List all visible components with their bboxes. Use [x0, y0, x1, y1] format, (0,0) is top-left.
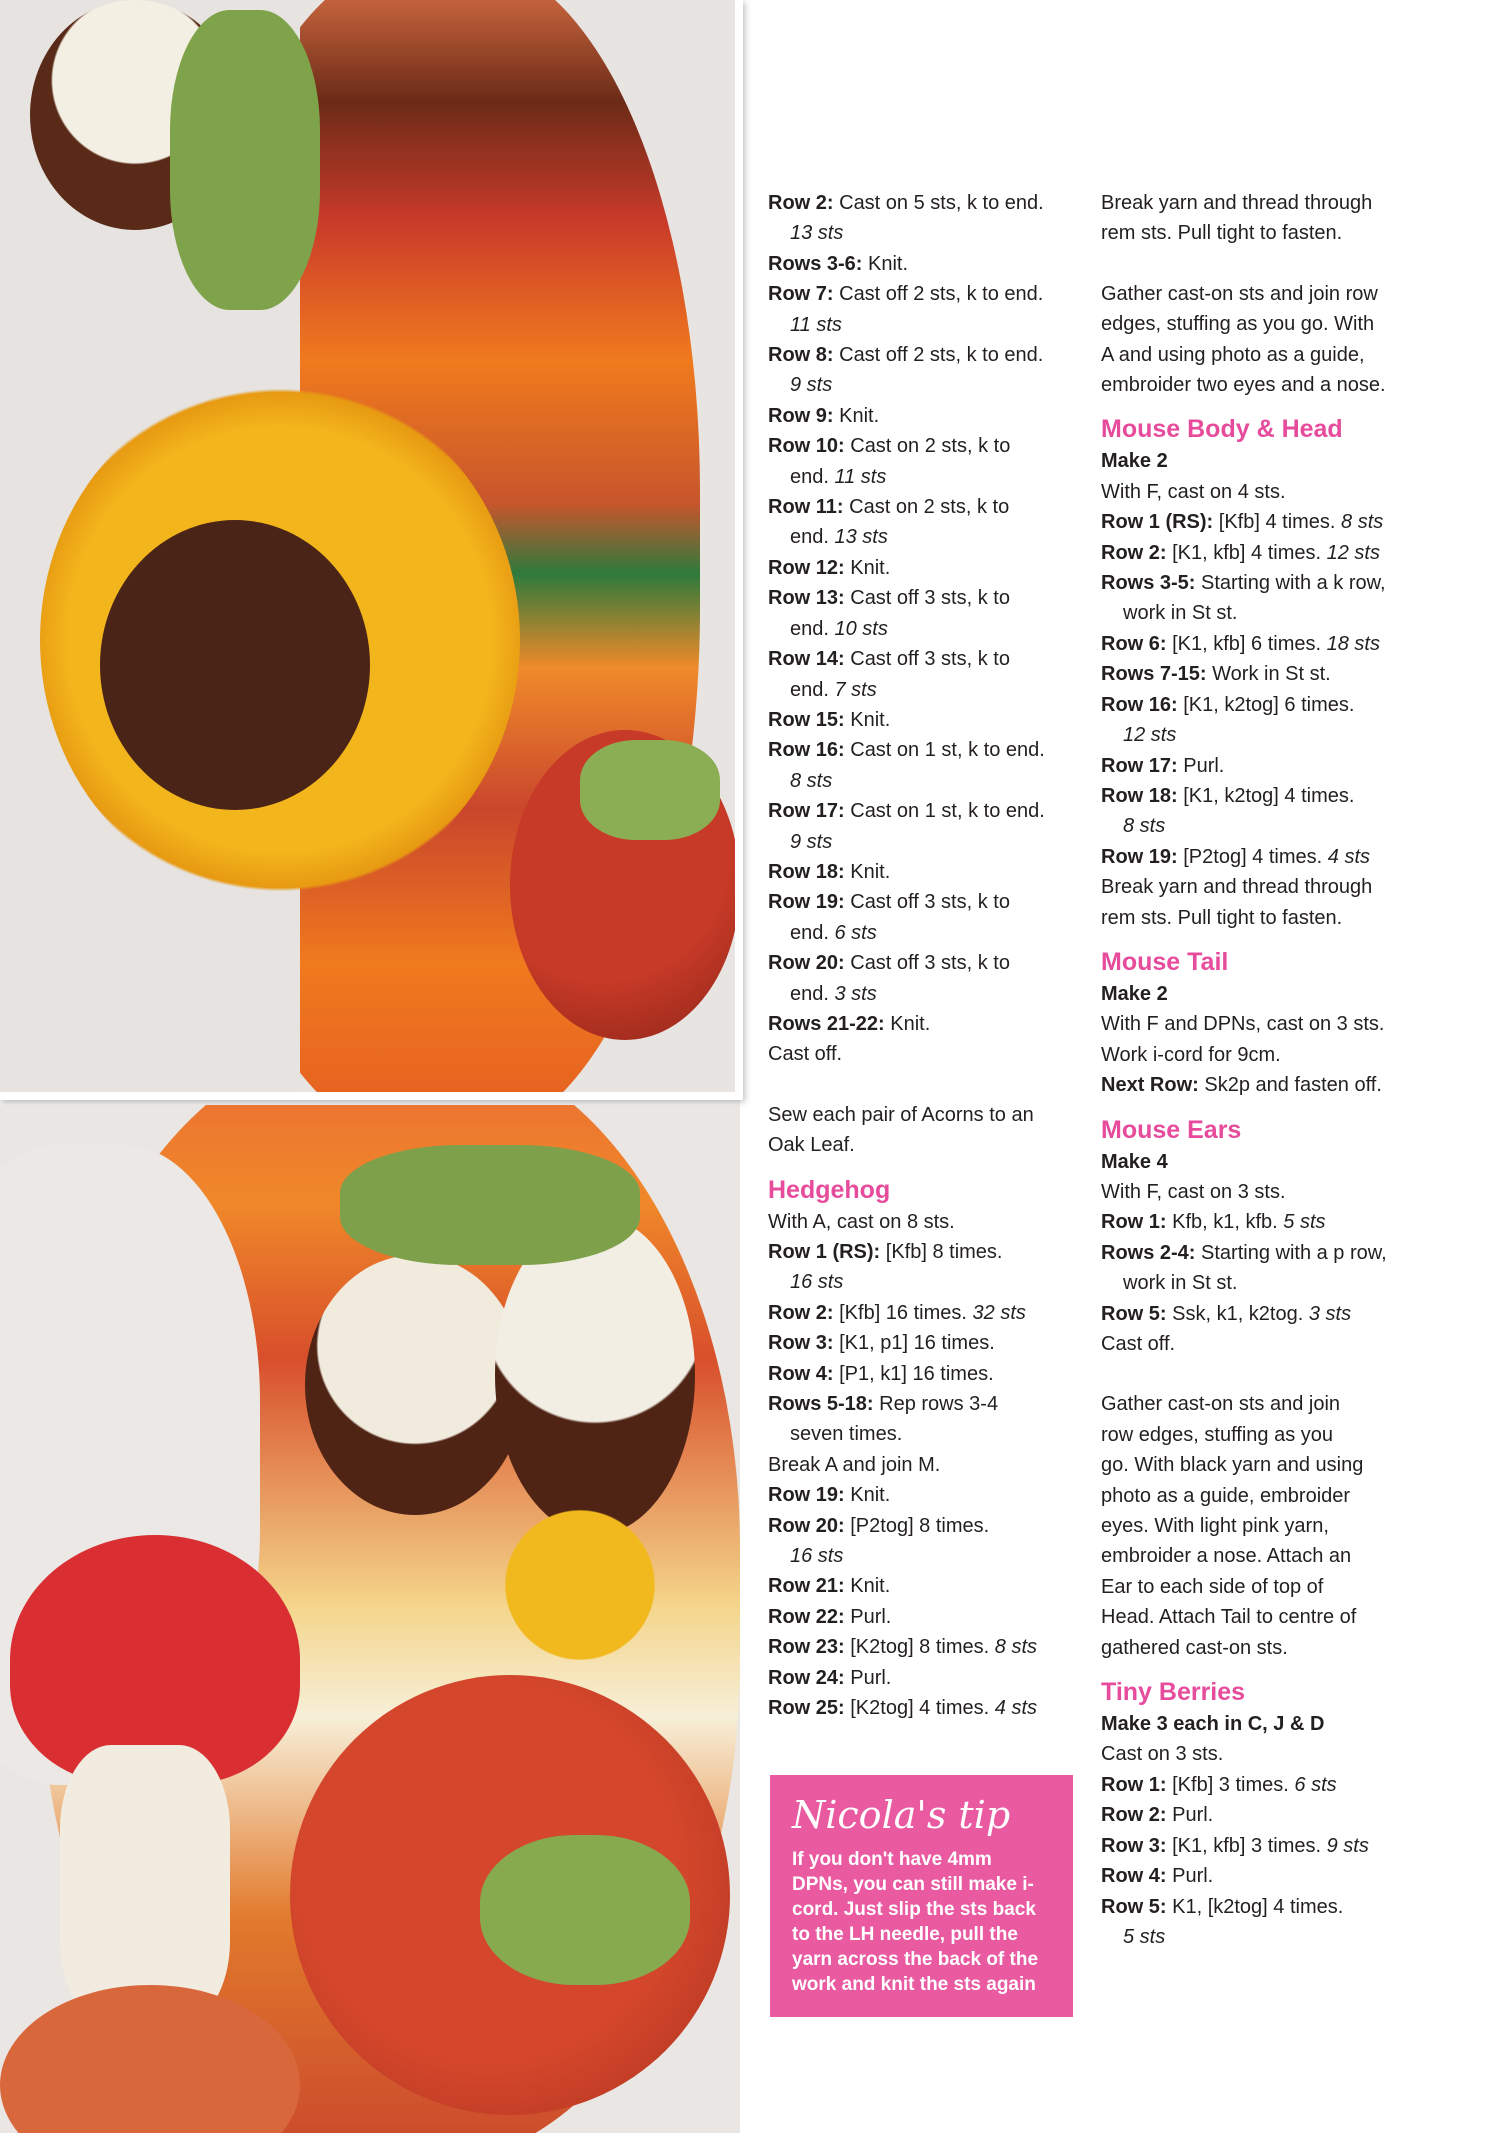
stitch-count: 9 sts — [790, 374, 833, 397]
row-text: [K2tog] 8 times. — [844, 1636, 995, 1659]
row-label: Row 23: — [768, 1636, 845, 1659]
tip-text: If you don't have 4mm DPNs, you can still make i-cord. Just slip the sts back to the LH needle, pull the yarn across the back of the work and knit the sts again — [792, 1849, 1039, 1995]
row-label: Row 2: — [768, 1301, 834, 1324]
instruction-line — [768, 766, 1090, 796]
row-text: Cast off 2 sts, k to end. — [833, 344, 1044, 367]
stitch-count: 9 sts — [1326, 1834, 1369, 1857]
instruction-line — [768, 827, 1090, 857]
instruction-line — [1101, 811, 1421, 841]
row-label: Rows 5-18: — [768, 1393, 874, 1416]
row-label: Row 2: — [1101, 1804, 1167, 1827]
row-label: Row 15: — [768, 708, 845, 731]
instruction-line — [768, 218, 1090, 248]
instruction-line — [768, 1207, 1090, 1237]
instruction-line — [768, 462, 1090, 492]
instruction-line — [1101, 1572, 1421, 1602]
row-label: Row 5: — [1101, 1302, 1167, 1325]
instruction-line — [1101, 279, 1421, 309]
stitch-count: 12 sts — [1326, 541, 1380, 564]
pattern-column-right — [1101, 188, 1421, 1952]
stitch-count: 10 sts — [834, 617, 888, 640]
row-text: Cast off 3 sts, k to — [844, 891, 1010, 914]
oak-leaf-bottom — [340, 1145, 640, 1265]
row-text: go. With black yarn and using — [1101, 1454, 1364, 1477]
instruction-line — [768, 553, 1090, 583]
instruction-line — [768, 249, 1090, 279]
row-text: Head. Attach Tail to centre of — [1101, 1606, 1357, 1629]
row-label: Row 4: — [768, 1362, 834, 1385]
row-text: Knit. — [844, 556, 891, 579]
instruction-line — [1101, 1299, 1421, 1329]
pumpkin-leaf-bottom — [480, 1835, 690, 1985]
stitch-count: 6 sts — [834, 921, 877, 944]
row-text: Gather cast-on sts and join row — [1101, 282, 1378, 305]
row-text: edges, stuffing as you go. With — [1101, 313, 1375, 336]
row-text: Knit. — [884, 1012, 931, 1035]
stitch-count: 7 sts — [834, 678, 877, 701]
row-label: Row 14: — [768, 648, 845, 671]
row-text: [Kfb] 3 times. — [1166, 1773, 1295, 1796]
instruction-line — [1101, 1541, 1421, 1571]
row-text: Purl. — [844, 1666, 892, 1689]
row-text: Oak Leaf. — [768, 1134, 855, 1157]
row-label: Make 2 — [1101, 982, 1168, 1005]
row-label: Row 7: — [768, 283, 834, 306]
row-label: Row 2: — [768, 192, 834, 214]
row-label: Row 1: — [1101, 1211, 1167, 1234]
row-label: Row 4: — [1101, 1865, 1167, 1888]
row-text: Knit. — [844, 1484, 891, 1507]
instruction-line — [768, 1602, 1090, 1632]
row-text: Cast on 2 sts, k to — [844, 435, 1011, 458]
oak-leaf-top — [170, 10, 320, 310]
stitch-count: 3 sts — [1308, 1302, 1352, 1325]
wreath-photo-top — [0, 0, 743, 1100]
row-text: rem sts. Pull tight to fasten. — [1101, 906, 1343, 929]
row-label: Row 5: — [1101, 1895, 1167, 1918]
instruction-line — [768, 1039, 1090, 1069]
stitch-count: 8 sts — [994, 1636, 1038, 1659]
section-heading: Mouse Tail — [1101, 947, 1229, 976]
instruction-line — [1101, 309, 1421, 339]
row-text: Sk2p and fasten off. — [1198, 1074, 1382, 1097]
row-label: Row 1 (RS): — [1101, 511, 1214, 534]
instruction-line — [1101, 1602, 1421, 1632]
section-heading: Mouse Ears — [1101, 1115, 1242, 1144]
row-text: Work in St st. — [1206, 663, 1331, 686]
instruction-line — [768, 979, 1090, 1009]
instruction-line — [1101, 1511, 1421, 1541]
row-text: Purl. — [1166, 1865, 1214, 1888]
instruction-line — [1101, 1329, 1421, 1359]
row-label: Row 18: — [768, 860, 845, 883]
row-text: [Kfb] 4 times. — [1213, 511, 1342, 534]
instruction-line — [1101, 340, 1421, 370]
stitch-count: 5 sts — [1123, 1925, 1166, 1948]
instruction-line — [768, 1450, 1090, 1480]
row-text: Starting with a k row, — [1195, 572, 1386, 595]
stitch-count: 8 sts — [1123, 815, 1166, 838]
stitch-count: 3 sts — [834, 982, 877, 1005]
row-label: Row 12: — [768, 556, 845, 579]
row-label: Row 19: — [768, 891, 845, 914]
instruction-line — [1101, 872, 1421, 902]
instruction-line — [768, 492, 1090, 522]
row-label: Row 9: — [768, 404, 834, 427]
row-label: Row 1: — [1101, 1773, 1167, 1796]
instruction-line — [1101, 507, 1421, 537]
row-label: Row 20: — [768, 952, 845, 975]
instruction-line — [1101, 1633, 1421, 1663]
row-text: row edges, stuffing as you — [1101, 1423, 1333, 1446]
instruction-line — [1101, 477, 1421, 507]
instruction-line — [768, 1237, 1090, 1267]
row-text: Purl. — [1177, 754, 1225, 777]
stitch-count: 11 sts — [834, 465, 887, 488]
stitch-count: 18 sts — [1326, 632, 1380, 655]
instruction-line — [1101, 568, 1421, 598]
row-text: With F, cast on 4 sts. — [1101, 480, 1286, 503]
row-label: Row 19: — [1101, 845, 1178, 868]
row-text: [K1, k2tog] 6 times. — [1177, 693, 1355, 716]
instruction-line — [768, 1389, 1090, 1419]
row-text: work in St st. — [1123, 602, 1238, 625]
row-text: With F, cast on 3 sts. — [1101, 1180, 1286, 1203]
instruction-line — [1101, 1147, 1421, 1177]
instruction-line — [768, 614, 1090, 644]
stitch-count: 12 sts — [1123, 724, 1177, 747]
row-text: end. — [790, 617, 835, 640]
row-text: photo as a guide, embroider — [1101, 1484, 1351, 1507]
instruction-line — [1101, 538, 1421, 568]
row-label: Row 6: — [1101, 632, 1167, 655]
row-text: Knit. — [862, 252, 909, 275]
instruction-line — [768, 796, 1090, 826]
row-text: gathered cast-on sts. — [1101, 1636, 1288, 1659]
row-label: Row 20: — [768, 1514, 845, 1537]
instruction-line — [768, 1419, 1090, 1449]
instruction-line — [768, 310, 1090, 340]
stitch-count: 9 sts — [790, 830, 833, 853]
row-text: [P2tog] 8 times. — [844, 1514, 990, 1537]
instruction-line — [1101, 1420, 1421, 1450]
stitch-count: 32 sts — [972, 1301, 1026, 1324]
instruction-line — [1101, 446, 1421, 476]
row-text: Cast on 1 st, k to end. — [844, 800, 1045, 823]
row-text: A and using photo as a guide, — [1101, 343, 1365, 366]
section-heading: Mouse Body & Head — [1101, 415, 1343, 444]
row-text: Cast off. — [1101, 1333, 1176, 1355]
instruction-line — [1101, 1770, 1421, 1800]
row-text: Sew each pair of Acorns to an — [768, 1103, 1034, 1126]
row-text: Knit. — [844, 708, 891, 731]
stitch-count: 16 sts — [790, 1271, 844, 1294]
row-text: Ssk, k1, k2tog. — [1166, 1302, 1309, 1325]
instruction-line — [1101, 1238, 1421, 1268]
row-text: With F and DPNs, cast on 3 sts. — [1101, 1013, 1385, 1036]
instruction-line — [1101, 188, 1421, 218]
row-text: Cast on 3 sts. — [1101, 1743, 1224, 1766]
instruction-line — [1101, 1861, 1421, 1891]
row-text: Purl. — [844, 1605, 892, 1628]
instruction-line — [768, 370, 1090, 400]
row-text: Knit. — [833, 404, 880, 427]
row-text: Work i-cord for 9cm. — [1101, 1043, 1281, 1066]
row-text: Knit. — [844, 860, 891, 883]
row-label: Row 22: — [768, 1605, 845, 1628]
instruction-line — [1101, 690, 1421, 720]
instruction-line — [1101, 1709, 1421, 1739]
row-text: Kfb, k1, kfb. — [1166, 1211, 1284, 1234]
instruction-line — [768, 1571, 1090, 1601]
row-label: Row 24: — [768, 1666, 845, 1689]
instruction-line — [1101, 370, 1421, 400]
row-text: Cast off 3 sts, k to — [844, 587, 1010, 610]
row-text: seven times. — [790, 1423, 903, 1446]
row-label: Make 2 — [1101, 450, 1168, 473]
instruction-line — [1101, 751, 1421, 781]
row-text: Cast on 2 sts, k to — [843, 496, 1010, 519]
instruction-line — [768, 644, 1090, 674]
instruction-line — [1101, 1207, 1421, 1237]
instruction-line — [1101, 1268, 1421, 1298]
row-text: Break A and join M. — [768, 1453, 941, 1476]
row-text: Break yarn and thread through — [1101, 876, 1373, 899]
stitch-count: 4 sts — [994, 1697, 1038, 1720]
instruction-line — [1101, 842, 1421, 872]
row-label: Row 8: — [768, 344, 834, 367]
row-label: Row 10: — [768, 435, 845, 458]
row-text: Rep rows 3-4 — [873, 1393, 999, 1416]
row-text: Starting with a p row, — [1195, 1241, 1387, 1264]
row-label: Row 3: — [768, 1332, 834, 1355]
row-label: Row 13: — [768, 587, 845, 610]
row-text: [K1, k2tog] 4 times. — [1177, 784, 1355, 807]
instruction-line — [768, 401, 1090, 431]
acorn-left-bottom — [305, 1255, 525, 1515]
instruction-line — [768, 675, 1090, 705]
row-label: Row 2: — [1101, 541, 1167, 564]
instruction-line — [768, 1663, 1090, 1693]
instruction-line — [1101, 1922, 1421, 1952]
instruction-line — [768, 1328, 1090, 1358]
instruction-line — [1101, 1831, 1421, 1861]
row-text: Cast off 3 sts, k to — [844, 952, 1010, 975]
instruction-line — [1101, 979, 1421, 1009]
row-text: [K1, kfb] 6 times. — [1166, 632, 1327, 655]
yellow-berries — [480, 1495, 680, 1675]
row-label: Row 25: — [768, 1697, 845, 1720]
row-text: embroider two eyes and a nose. — [1101, 374, 1386, 397]
instruction-line — [768, 735, 1090, 765]
row-label: Row 18: — [1101, 784, 1178, 807]
row-text: embroider a nose. Attach an — [1101, 1545, 1352, 1568]
row-text: Cast on 5 sts, k to end. — [833, 192, 1044, 214]
instruction-line — [768, 431, 1090, 461]
pattern-column-left — [768, 188, 1090, 1724]
instruction-line — [1101, 1892, 1421, 1922]
row-label: Row 3: — [1101, 1834, 1167, 1857]
instruction-line — [1101, 629, 1421, 659]
instruction-line — [768, 1480, 1090, 1510]
instruction-line — [768, 857, 1090, 887]
instruction-line — [768, 705, 1090, 735]
row-label: Rows 2-4: — [1101, 1241, 1196, 1264]
instruction-line — [768, 948, 1090, 978]
instruction-line — [1101, 218, 1421, 248]
section-heading: Hedgehog — [768, 1175, 891, 1204]
section-heading: Tiny Berries — [1101, 1678, 1246, 1707]
row-label: Rows 3-5: — [1101, 572, 1196, 595]
row-text: Break yarn and thread through — [1101, 192, 1373, 214]
paragraph-gap — [1101, 1359, 1421, 1389]
instruction-line — [1101, 1040, 1421, 1070]
row-text: [K1, p1] 16 times. — [833, 1332, 995, 1355]
row-text: Ear to each side of top of — [1101, 1575, 1324, 1598]
instruction-line — [1101, 1450, 1421, 1480]
instruction-line — [768, 1541, 1090, 1571]
row-text: Gather cast-on sts and join — [1101, 1393, 1341, 1416]
instruction-line — [768, 583, 1090, 613]
row-text: [K1, kfb] 4 times. — [1166, 541, 1327, 564]
instruction-line — [768, 340, 1090, 370]
stitch-count: 13 sts — [790, 222, 844, 245]
stitch-count: 8 sts — [790, 769, 833, 792]
row-text: Knit. — [844, 1575, 891, 1598]
row-text: [K2tog] 4 times. — [844, 1697, 995, 1720]
row-text: Cast off. — [768, 1043, 843, 1066]
stitch-count: 8 sts — [1341, 511, 1384, 534]
row-label: Make 4 — [1101, 1150, 1168, 1173]
pumpkin-leaf-top — [580, 740, 720, 840]
row-label: Row 11: — [768, 496, 844, 519]
stitch-count: 16 sts — [790, 1545, 844, 1568]
row-text: Cast on 1 st, k to end. — [844, 739, 1045, 762]
instruction-line — [768, 1632, 1090, 1662]
row-text: end. — [790, 921, 835, 944]
row-label: Rows 3-6: — [768, 252, 863, 275]
photo-area — [0, 0, 740, 2133]
instruction-line — [768, 887, 1090, 917]
wreath-photo-bottom — [0, 1105, 740, 2133]
row-text: [P1, k1] 16 times. — [833, 1362, 994, 1385]
instruction-line — [1101, 598, 1421, 628]
row-text: end. — [790, 465, 835, 488]
instruction-line — [1101, 1389, 1421, 1419]
row-label: Row 17: — [768, 800, 845, 823]
instruction-line — [1101, 720, 1421, 750]
row-text: [Kfb] 16 times. — [833, 1301, 973, 1324]
paragraph-gap — [1101, 249, 1421, 279]
row-text: [K1, kfb] 3 times. — [1166, 1834, 1327, 1857]
stitch-count: 13 sts — [834, 526, 888, 549]
row-text: Cast off 3 sts, k to — [844, 648, 1010, 671]
row-label: Row 17: — [1101, 754, 1178, 777]
instruction-line — [1101, 1070, 1421, 1100]
row-label: Row 1 (RS): — [768, 1241, 881, 1263]
instruction-line — [1101, 1800, 1421, 1830]
row-text: [Kfb] 8 times. — [880, 1241, 1003, 1263]
row-label: Make 3 each in C, J & D — [1101, 1713, 1325, 1736]
row-label: Row 16: — [768, 739, 845, 762]
row-label: Row 16: — [1101, 693, 1178, 716]
row-text: end. — [790, 526, 835, 549]
toadstool-stem — [60, 1745, 230, 2025]
instruction-line — [768, 1298, 1090, 1328]
instruction-line — [1101, 659, 1421, 689]
stitch-count: 4 sts — [1327, 845, 1371, 868]
row-text: work in St st. — [1123, 1272, 1238, 1295]
stitch-count: 6 sts — [1294, 1773, 1337, 1796]
row-text: rem sts. Pull tight to fasten. — [1101, 222, 1343, 245]
instruction-line — [1101, 1177, 1421, 1207]
instruction-line — [768, 1693, 1090, 1723]
instruction-line — [1101, 781, 1421, 811]
row-label: Rows 7-15: — [1101, 663, 1207, 686]
row-text: K1, [k2tog] 4 times. — [1166, 1895, 1344, 1918]
instruction-line — [768, 1130, 1090, 1160]
instruction-line — [768, 1267, 1090, 1297]
row-text: Purl. — [1166, 1804, 1214, 1827]
instruction-line — [1101, 903, 1421, 933]
instruction-line — [1101, 1481, 1421, 1511]
instruction-line — [1101, 1009, 1421, 1039]
stitch-count: 11 sts — [790, 313, 842, 336]
paragraph-gap — [768, 1070, 1090, 1100]
tip-title: Nicola's tip — [792, 1793, 1011, 1837]
instruction-line — [768, 279, 1090, 309]
row-text: end. — [790, 678, 835, 701]
row-text: Cast off 2 sts, k to end. — [833, 283, 1044, 306]
row-label: Row 21: — [768, 1575, 845, 1598]
row-label: Next Row: — [1101, 1074, 1199, 1097]
instruction-line — [768, 188, 1090, 218]
instruction-line — [768, 918, 1090, 948]
instruction-line — [768, 1511, 1090, 1541]
row-text: end. — [790, 982, 835, 1005]
nicolas-tip-box — [770, 1775, 1073, 2017]
stitch-count: 5 sts — [1283, 1211, 1326, 1234]
instruction-line — [768, 1009, 1090, 1039]
row-text: eyes. With light pink yarn, — [1101, 1515, 1329, 1538]
instruction-line — [768, 1359, 1090, 1389]
sunflower-center — [100, 520, 370, 810]
row-text: [P2tog] 4 times. — [1177, 845, 1328, 868]
instruction-line — [768, 522, 1090, 552]
row-label: Rows 21-22: — [768, 1012, 885, 1035]
row-text: With A, cast on 8 sts. — [768, 1210, 955, 1233]
instruction-line — [768, 1100, 1090, 1130]
row-label: Row 19: — [768, 1484, 845, 1507]
instruction-line — [1101, 1739, 1421, 1769]
